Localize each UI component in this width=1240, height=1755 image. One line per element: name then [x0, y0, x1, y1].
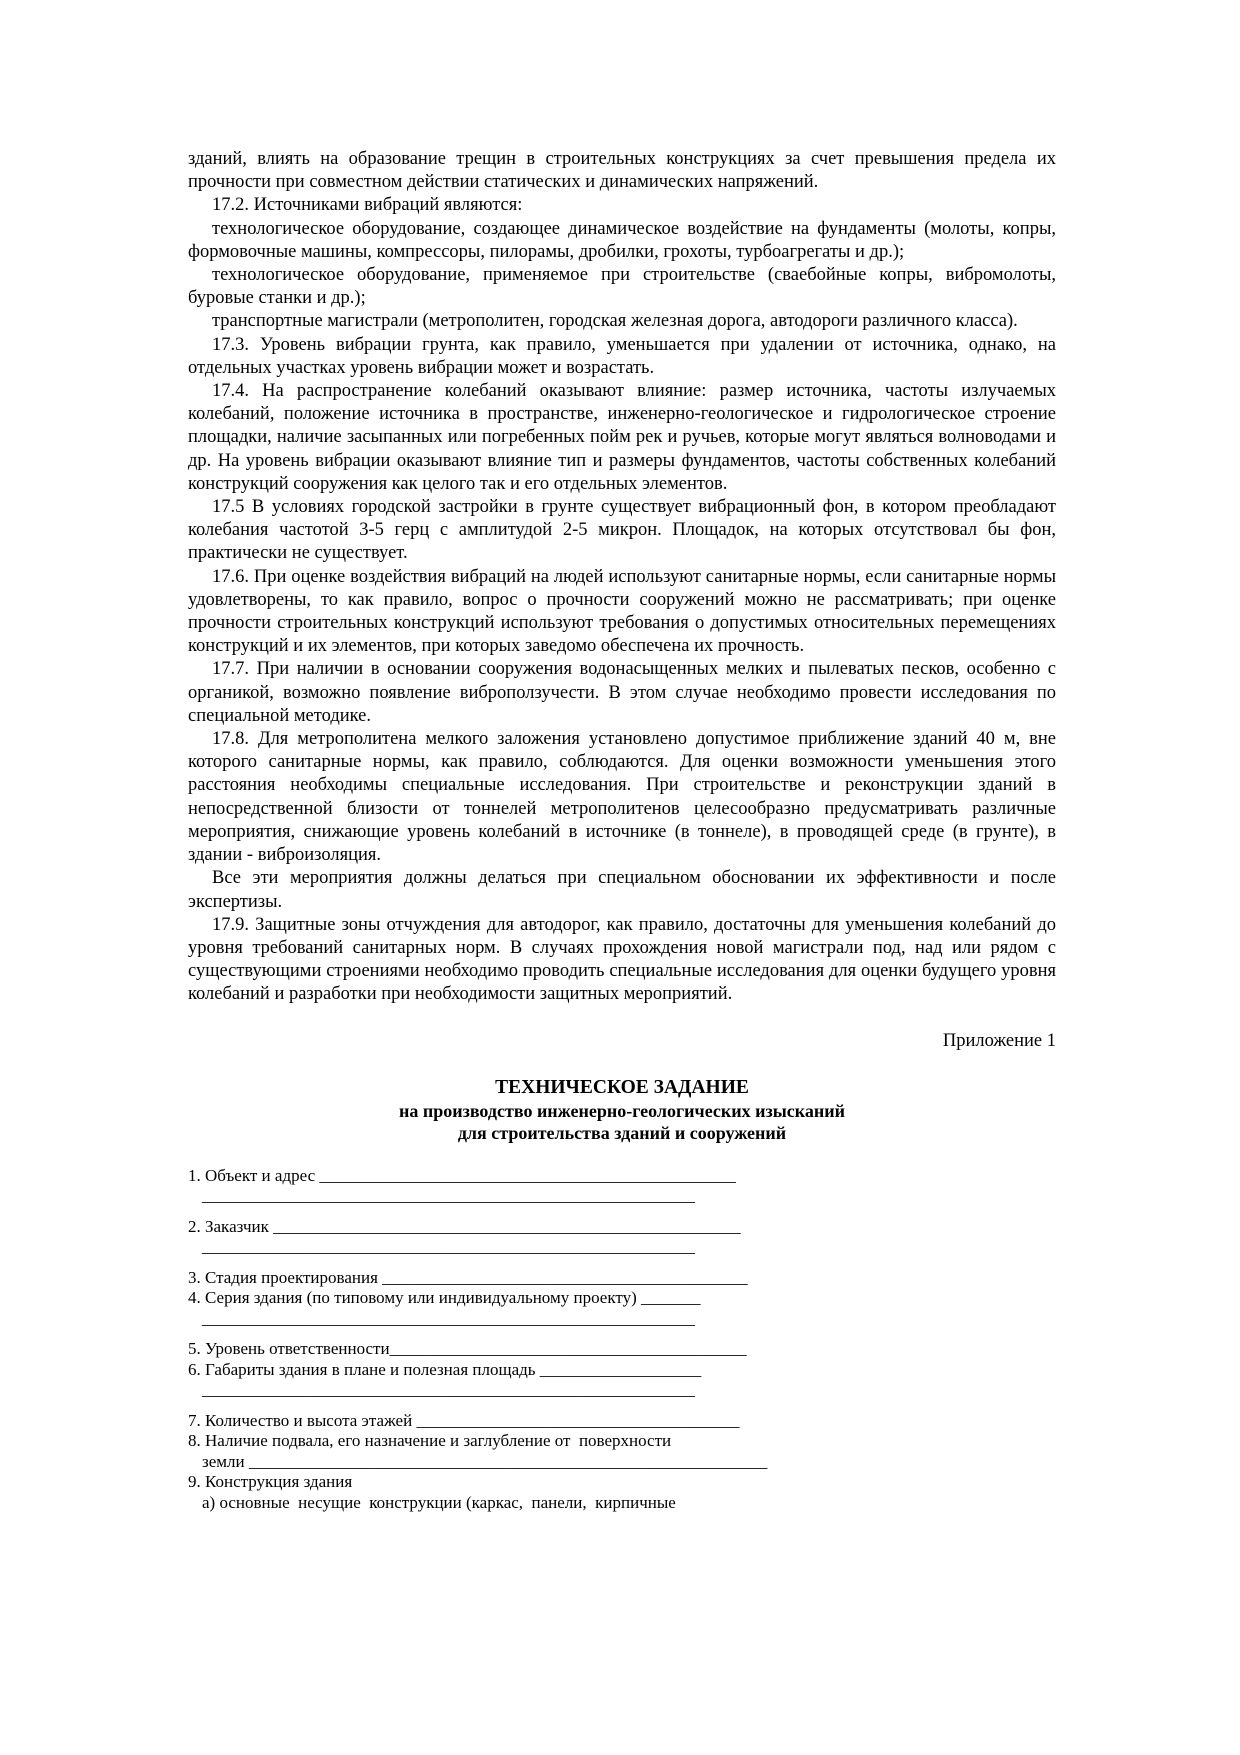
paragraph: Все эти мероприятия должны делаться при специальном обосновании их эффективности и после экспертизы. [188, 868, 1056, 912]
paragraph: 17.2. Источниками вибраций являются: [212, 195, 523, 216]
paragraph: зданий, влиять на образование трещин в строительных конструкциях за счет превышения предела их прочности при совместном действии статических и динамических напряжений. [188, 149, 1056, 193]
body-text [188, 148, 1056, 1007]
document-heading [188, 1076, 1056, 1144]
form-line: 9. Конструкция здания [188, 1472, 353, 1492]
paragraph: технологическое оборудование, создающее динамическое воздействие на фундаменты (молоты, копры, формовочные машины, компрессоры, пилорамы, дробилки, грохоты, турбоагрегаты и др.); [188, 218, 1056, 262]
form-fields [188, 1166, 1056, 1514]
heading-subtitle-1: на производство инженерно-геологических изысканий [398, 1100, 846, 1121]
paragraph: транспортные магистрали (метрополитен, городская железная дорога, автодороги различного класса). [212, 311, 1018, 332]
form-line: земли _____________________________________________________________ [202, 1451, 768, 1471]
paragraph: 17.5 В условиях городской застройки в грунте существует вибрационный фон, в котором преобладают колебания частотой 3-5 герц с амплитудой 2-5 микрон. Площадок, на которых отсутствовал бы фон, практически не существует. [188, 497, 1056, 564]
form-line: 8. Наличие подвала, его назначение и заглубление от поверхности [188, 1431, 672, 1451]
paragraph: 17.6. При оценке воздействия вибраций на людей используют санитарные нормы, если санитарные нормы удовлетворены, то как правило, вопрос о прочности сооружений можно не рассматривать; при оценке прочности строительных конструкций используют требования о допустимых относительных перемещениях конструкций и их элементов, при которых заведомо обеспечена их прочность. [188, 566, 1056, 657]
form-line: 7. Количество и высота этажей ______________________________________ [188, 1410, 740, 1430]
appendix-label: Приложение 1 [942, 1030, 1056, 1051]
form-line: 1. Объект и адрес _________________________________________________ [188, 1165, 736, 1185]
paragraph: 17.9. Защитные зоны отчуждения для автодорог, как правило, достаточны для уменьшения колебаний до уровня требований санитарных норм. В случаях прохождения новой магистрали под, над или рядом с существующими строениями необходимо проводить специальные исследования для оценки будущего уровня колебаний и разработки при необходимости защитных мероприятий. [188, 914, 1056, 1005]
form-line: __________________________________________________________ [202, 1380, 695, 1400]
form-line: 4. Серия здания (по типовому или индивидуальному проекту) _______ [188, 1288, 701, 1308]
paragraph: 17.4. На распространение колебаний оказывают влияние: размер источника, частоты излучаемых колебаний, положение источника в пространстве, инженерно-геологическое и гидрологическое строение площадки, наличие засыпанных или погребенных пойм рек и ручьев, которые могут являться волноводами и др. На уровень вибрации оказывают влияние тип и размеры фундаментов, частоты собственных колебаний конструкций сооружения как целого так и его отдельных элементов. [188, 381, 1056, 494]
document-page [188, 148, 1056, 1513]
paragraph: 17.7. При наличии в основании сооружения водонасыщенных мелких и пылеватых песков, особенно с органикой, возможно появление виброползучести. В этом случае необходимо провести исследования по специальной методике. [188, 659, 1056, 726]
form-line: а) основные несущие конструкции (каркас, панели, кирпичные [202, 1492, 676, 1512]
paragraph: технологическое оборудование, применяемое при строительстве (сваебойные копры, вибромолоты, буровые станки и др.); [188, 265, 1056, 309]
form-line: 6. Габариты здания в плане и полезная площадь ___________________ [188, 1359, 702, 1379]
form-line: 2. Заказчик _______________________________________________________ [188, 1216, 741, 1236]
form-line: __________________________________________________________ [202, 1186, 695, 1206]
paragraph: 17.3. Уровень вибрации грунта, как правило, уменьшается при удалении от источника, однако, на отдельных участках уровень вибрации может и возрастать. [188, 334, 1056, 378]
form-line: 3. Стадия проектирования ___________________________________________ [188, 1267, 748, 1287]
form-line: 5. Уровень ответственности__________________________________________ [188, 1339, 747, 1359]
heading-subtitle-2: для строительства зданий и сооружений [457, 1122, 787, 1143]
heading-title: ТЕХНИЧЕСКОЕ ЗАДАНИЕ [495, 1076, 749, 1098]
form-line: __________________________________________________________ [202, 1308, 695, 1328]
paragraph: 17.8. Для метрополитена мелкого заложения установлено допустимое приближение зданий 40 м, вне которого санитарные нормы, как правило, соблюдаются. Для оценки возможности уменьшения этого расстояния необходимы специальные исследования. При строительстве и реконструкции зданий в непосредственной близости от тоннелей метрополитенов целесообразно предусматривать различные мероприятия, снижающие уровень колебаний в источнике (в тоннеле), в проводящей среде (в грунте), в здании - виброизоляция. [188, 729, 1056, 866]
form-line: __________________________________________________________ [202, 1237, 695, 1257]
